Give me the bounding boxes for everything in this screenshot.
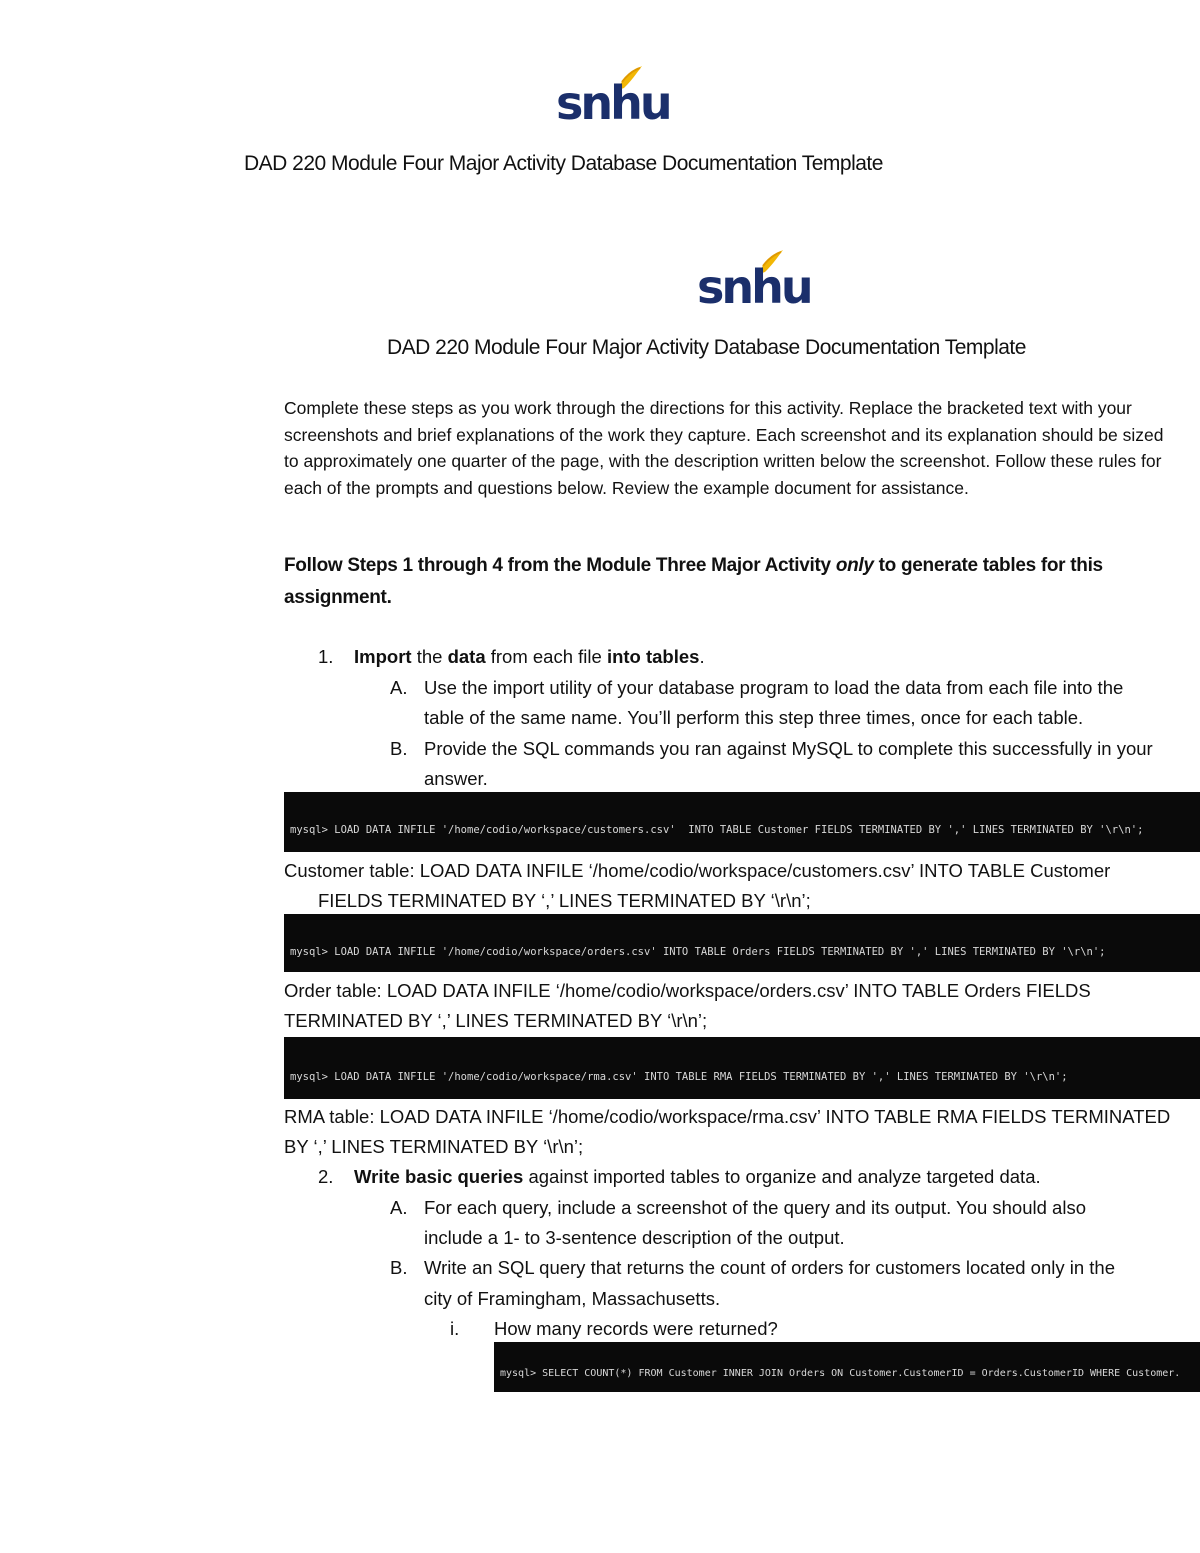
- item1-sub-a-marker: A.: [390, 677, 408, 698]
- steps-note: [284, 550, 1103, 581]
- steps-note-italic: only: [835, 555, 874, 576]
- item1-sub-a-line2: table of the same name. You’ll perform this step three times, once for each table.: [424, 707, 1084, 728]
- item2-sub-b-line2: city of Framingham, Massachusetts.: [424, 1288, 721, 1309]
- item1-sub-b-marker: B.: [390, 738, 408, 759]
- logo-text: snhu: [697, 260, 811, 314]
- item2-number: 2.: [318, 1166, 334, 1187]
- steps-note-text-end: to generate tables for this: [873, 555, 1103, 576]
- customer-caption-line2: FIELDS TERMINATED BY ‘,’ LINES TERMINATED BY ‘\r\n’;: [318, 890, 811, 911]
- terminal-line: mysql> LOAD DATA INFILE '/home/codio/workspace/orders.csv' INTO TABLE Orders FIELDS TERMINATED BY ',' LINES TERMINATED BY '\r\n';: [290, 946, 1106, 958]
- terminal-line: mysql> LOAD DATA INFILE '/home/codio/workspace/rma.csv' INTO TABLE RMA FIELDS TERMINATED BY ',' LINES TERMINATED BY '\r\n';: [290, 1071, 1068, 1083]
- snhu-logo: [556, 64, 670, 130]
- item2-sub-a-line1: For each query, include a screenshot of the query and its output. You should also: [424, 1197, 1086, 1218]
- item1-sub-a-line1: Use the import utility of your database program to load the data from each file into the: [424, 677, 1124, 698]
- item2-sub-i-marker: i.: [450, 1318, 460, 1339]
- orders-import-screenshot: [284, 914, 1200, 972]
- item2-sub-a-marker: A.: [390, 1197, 408, 1218]
- count-query-screenshot: [494, 1342, 1200, 1392]
- item1-sub-b-line1: Provide the SQL commands you ran against MySQL to complete this successfully in your: [424, 738, 1153, 759]
- order-caption-line1: Order table: LOAD DATA INFILE ‘/home/codio/workspace/orders.csv’ INTO TABLE Orders FIELDS: [284, 980, 1091, 1001]
- snhu-logo-secondary: [697, 248, 811, 314]
- rma-caption-line2: BY ‘,’ LINES TERMINATED BY ‘\r\n’;: [284, 1136, 584, 1157]
- steps-note-text: Follow Steps 1 through 4 from the Module Three Major Activity: [284, 555, 836, 576]
- terminal-line: mysql> SELECT COUNT(*) FROM Customer INNER JOIN Orders ON Customer.CustomerID = Orders.CustomerID WHERE Customer.: [500, 1368, 1181, 1379]
- steps-note-line2: assignment.: [284, 587, 392, 608]
- terminal-line: mysql> LOAD DATA INFILE '/home/codio/workspace/customers.csv' INTO TABLE Customer FIELDS TERMINATED BY ',' LINES TERMINATED BY '\r\n';: [290, 824, 1144, 836]
- item2-heading: Write basic queries against imported tables to organize and analyze targeted data.: [354, 1166, 1041, 1187]
- document-title: DAD 220 Module Four Major Activity Database Documentation Template: [244, 152, 883, 175]
- item2-sub-b-line1: Write an SQL query that returns the count of orders for customers located only in the: [424, 1257, 1116, 1278]
- customer-caption-line1: Customer table: LOAD DATA INFILE ‘/home/codio/workspace/customers.csv’ INTO TABLE Customer: [284, 860, 1111, 881]
- item2-sub-i-text: How many records were returned?: [494, 1318, 778, 1339]
- document-title-secondary: DAD 220 Module Four Major Activity Database Documentation Template: [387, 336, 1026, 359]
- rma-import-screenshot: [284, 1037, 1200, 1099]
- item1-sub-b-line2: answer.: [424, 768, 488, 789]
- order-caption-line2: TERMINATED BY ‘,’ LINES TERMINATED BY ‘\r\n’;: [284, 1010, 708, 1031]
- item1-number: 1.: [318, 646, 334, 667]
- rma-caption-line1: RMA table: LOAD DATA INFILE ‘/home/codio/workspace/rma.csv’ INTO TABLE RMA FIELDS TERMINATED: [284, 1106, 1171, 1127]
- item2-sub-b-marker: B.: [390, 1257, 408, 1278]
- logo-text: snhu: [556, 76, 670, 130]
- intro-paragraph: Complete these steps as you work through the directions for this activity. Replace the bracketed text with your screenshots and brief explanations of the work they capture. Each screenshot and its explanation should be sized to approximately one quarter of the page, with the description written below the screenshot. Follow these rules for each of the prompts and questions below. Review the example document for assistance.: [284, 398, 1164, 499]
- customers-import-screenshot: [284, 792, 1200, 852]
- item2-sub-a-line2: include a 1- to 3-sentence description of the output.: [424, 1227, 845, 1248]
- item1-heading: Import the data from each file into tables.: [354, 646, 705, 667]
